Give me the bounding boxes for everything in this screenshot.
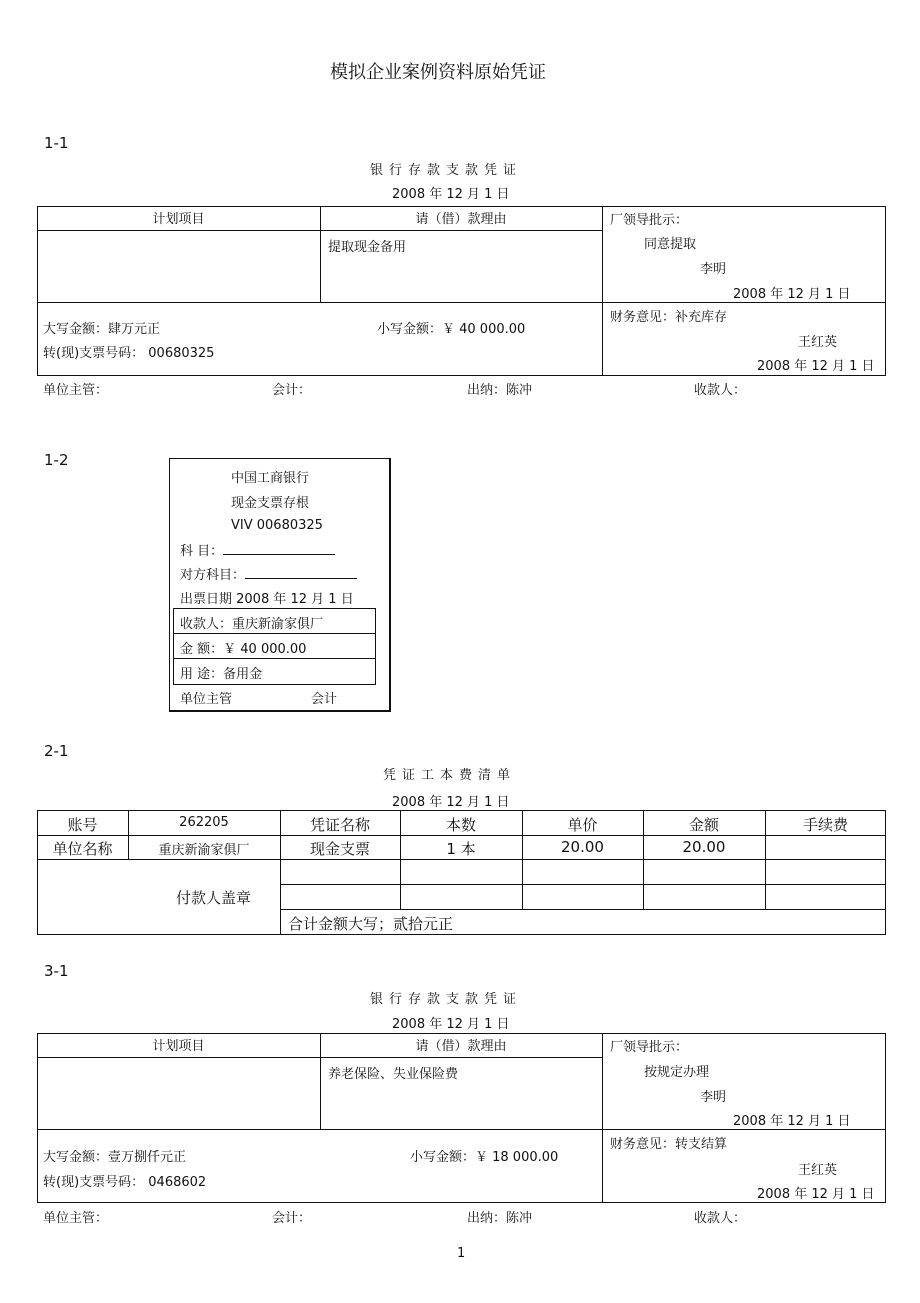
plan-item-header: 计划项目 <box>152 212 205 227</box>
page-number: 1 <box>457 1246 466 1261</box>
approval-signature: 李明 <box>700 262 727 277</box>
price-value: 20.00 <box>561 838 604 856</box>
fee-list-date: 2008 年 12 月 1 日 <box>392 795 510 810</box>
count-value: 1 本 <box>446 840 476 858</box>
footer-cashier: 出纳：陈冲 <box>467 383 533 398</box>
voucher-date: 2008 年 12 月 1 日 <box>392 1017 510 1032</box>
approval-text: 同意提取 <box>644 237 697 252</box>
stub-subject-label: 科 目： <box>180 544 224 559</box>
count-header: 本数 <box>445 816 476 834</box>
finance-date: 2008 年 12 月 1 日 <box>757 1187 875 1202</box>
finance-opinion: 财务意见：补充库存 <box>610 310 728 325</box>
finance-date: 2008 年 12 月 1 日 <box>757 359 875 374</box>
approval-date: 2008 年 12 月 1 日 <box>733 1114 851 1129</box>
section-label-1-2: 1-2 <box>44 451 69 469</box>
section-label-2-1: 2-1 <box>44 742 69 760</box>
account-value: 262205 <box>179 815 229 830</box>
reason-header: 请（借）款理由 <box>415 212 507 227</box>
section-label-3-1: 3-1 <box>44 962 69 980</box>
account-label: 账号 <box>67 816 98 834</box>
amount-value: 20.00 <box>682 838 726 856</box>
footer-accountant: 会计： <box>272 1211 312 1226</box>
stub-subject-blank <box>223 542 335 555</box>
finance-opinion: 财务意见：转支结算 <box>610 1137 728 1152</box>
payer-stamp-label: 付款人盖章 <box>176 889 252 907</box>
voucher-date: 2008 年 12 月 1 日 <box>392 187 510 202</box>
stub-usage: 用 途：备用金 <box>180 667 263 682</box>
stub-counter-label: 对方科目： <box>180 568 246 583</box>
total-amount-words: 合计金额大写；贰拾元正 <box>288 915 454 933</box>
stub-amount: 金 额：￥ 40 000.00 <box>180 642 307 657</box>
reason-text: 提取现金备用 <box>328 240 407 255</box>
amount-in-words: 大写金额：肆万元正 <box>43 322 161 337</box>
plan-item-header: 计划项目 <box>152 1039 205 1054</box>
reason-header: 请（借）款理由 <box>415 1039 507 1054</box>
stub-issue-date: 出票日期 2008 年 12 月 1 日 <box>180 592 354 607</box>
unit-name-value: 重庆新渝家俱厂 <box>158 843 250 858</box>
reason-text: 养老保险、失业保险费 <box>328 1067 459 1082</box>
cheque-number: 转(现)支票号码： 00680325 <box>43 346 215 361</box>
stub-supervisor: 单位主管 <box>180 692 233 707</box>
stub-bank-name: 中国工商银行 <box>231 471 310 486</box>
voucher-caption: 银行存款支款凭证 <box>370 992 523 1007</box>
section-label-1-1: 1-1 <box>44 134 69 152</box>
finance-signature: 王红英 <box>798 1163 838 1178</box>
stub-counter-subject <box>180 564 357 583</box>
finance-signature: 王红英 <box>798 335 838 350</box>
unit-name-label: 单位名称 <box>52 840 113 858</box>
amount-in-figures: 小写金额：￥ 40 000.00 <box>377 322 526 337</box>
amount-header: 金额 <box>688 816 719 834</box>
approval-date: 2008 年 12 月 1 日 <box>733 287 851 302</box>
price-header: 单价 <box>567 816 598 834</box>
cheque-number: 转(现)支票号码： 0468602 <box>43 1175 207 1190</box>
fee-header: 手续费 <box>802 816 848 834</box>
voucher-name-value: 现金支票 <box>309 840 370 858</box>
amount-in-words: 大写金额：壹万捌仟元正 <box>43 1150 187 1165</box>
stub-payee: 收款人：重庆新渝家俱厂 <box>180 617 324 632</box>
approval-text: 按规定办理 <box>644 1065 710 1080</box>
voucher-caption: 银行存款支款凭证 <box>370 163 523 178</box>
approval-label: 厂领导批示： <box>610 213 689 228</box>
footer-accountant: 会计： <box>272 383 312 398</box>
page-title: 模拟企业案例资料原始凭证 <box>330 62 546 83</box>
amount-in-figures: 小写金额：￥ 18 000.00 <box>410 1150 559 1165</box>
stub-subject <box>180 540 335 559</box>
approval-signature: 李明 <box>700 1090 727 1105</box>
footer-cashier: 出纳：陈冲 <box>467 1211 533 1226</box>
fee-list-caption: 凭证工本费清单 <box>383 768 517 783</box>
approval-label: 厂领导批示： <box>610 1040 689 1055</box>
footer-supervisor: 单位主管： <box>43 1211 109 1226</box>
stub-accountant: 会计 <box>311 692 338 707</box>
stub-counter-blank <box>245 566 357 579</box>
stub-serial: VIV 00680325 <box>231 518 323 533</box>
stub-type: 现金支票存根 <box>231 496 310 511</box>
footer-supervisor: 单位主管： <box>43 383 109 398</box>
footer-payee: 收款人： <box>694 1211 747 1226</box>
voucher-name-header: 凭证名称 <box>309 816 370 834</box>
footer-payee: 收款人： <box>694 383 747 398</box>
